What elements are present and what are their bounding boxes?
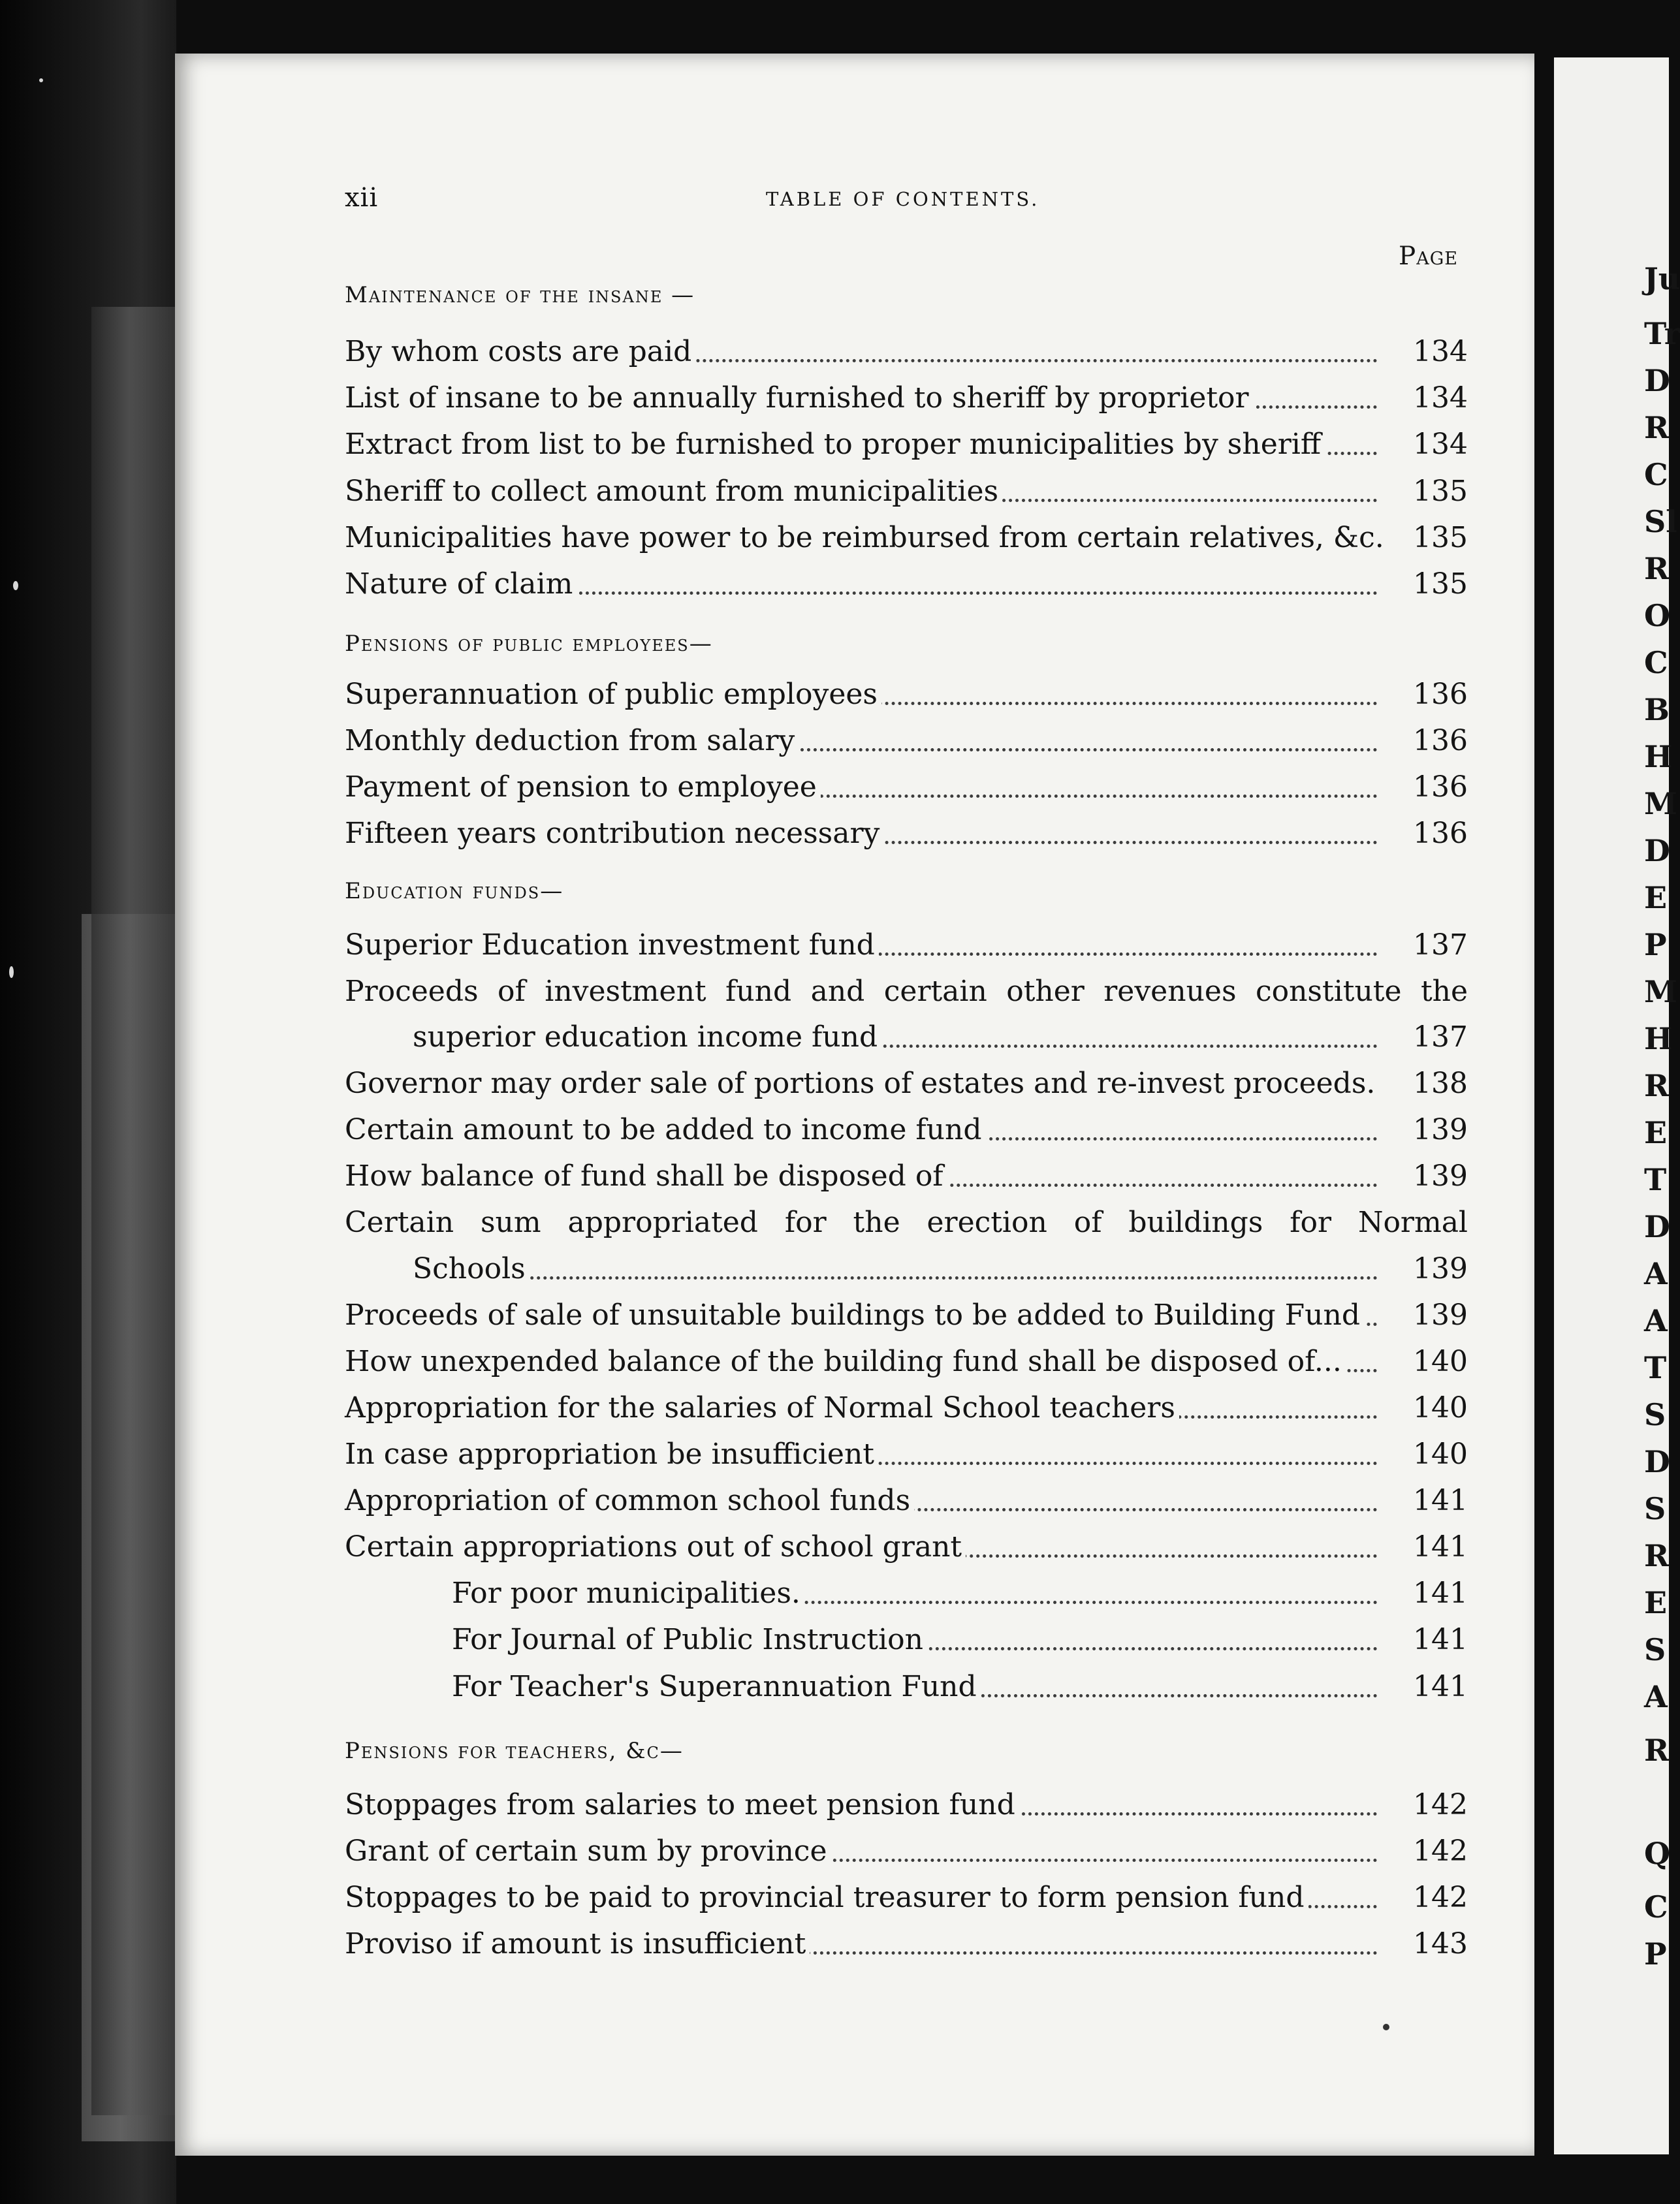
entry-page: 136 [1413,678,1468,711]
facing-line-fragment: Q [1644,1836,1671,1871]
entry-page: 142 [1413,1881,1468,1914]
scan-speck [39,78,43,82]
entry-title: Superior Education investment fund [345,928,879,962]
entry-title: Schools [413,1252,530,1285]
entry-page: 137 [1413,928,1468,962]
section-heading: Education funds— [345,878,564,904]
toc-entry [345,424,1468,465]
entry-title: For Journal of Public Instruction [452,1623,927,1656]
entry-title: Stoppages to be paid to provincial treasurer to form pension fund [345,1881,1308,1914]
toc-entry [345,767,1468,808]
entry-page: 141 [1413,1670,1468,1703]
facing-line-fragment: C [1644,1889,1668,1925]
facing-line-fragment: D [1644,1444,1670,1479]
entry-page: 139 [1413,1299,1468,1332]
toc-entry [345,1785,1468,1825]
toc-entry [345,1831,1468,1872]
entry-page: 141 [1413,1623,1468,1656]
entry-page: 140 [1413,1391,1468,1425]
toc-entry [345,1295,1468,1336]
entry-title: Sheriff to collect amount from municipalities [345,475,1002,508]
toc-entry [345,518,1468,558]
entry-title: List of insane to be annually furnished to sheriff by proprietor [345,381,1253,415]
facing-line-fragment: R [1644,1068,1670,1103]
entry-title: superior education income fund [413,1020,881,1054]
facing-line-fragment: H [1644,739,1673,774]
facing-line-fragment: C [1644,457,1668,492]
entry-title: Grant of certain sum by province [345,1834,831,1868]
entry-page: 136 [1413,817,1468,850]
facing-line-fragment: B [1644,692,1670,727]
facing-line-fragment: H [1644,1021,1673,1056]
entry-title: Superannuation of public employees [345,678,881,711]
entry-page: 141 [1413,1530,1468,1564]
scan-speck [13,581,18,590]
entry-page: 142 [1413,1788,1468,1821]
entry-page: 136 [1413,724,1468,757]
facing-line-fragment: S [1644,1397,1666,1432]
entry-title: Monthly deduction from salary [345,724,799,757]
toc-entry [345,1481,1468,1521]
facing-line-fragment: R [1644,410,1670,445]
toc-entry [345,564,1468,605]
facing-line-fragment: O [1644,598,1671,633]
entry-title: For Teacher's Superannuation Fund [452,1670,981,1703]
entry-title: Fifteen years contribution necessary [345,817,883,850]
section-heading: Maintenance of the insane — [345,282,695,308]
toc-entry [345,1342,1468,1382]
toc-entry-continuation [413,1017,1468,1058]
entry-title: How unexpended balance of the building fund shall be disposed of... [345,1345,1346,1378]
toc-entry-first-line: Proceeds of investment fund and certain other revenues constitute the [345,975,1468,1008]
running-title: TABLE OF CONTENTS. [766,188,1040,210]
entry-title: How balance of fund shall be disposed of [345,1159,947,1193]
toc-entry [345,925,1468,966]
entry-title: Proviso if amount is insufficient [345,1927,810,1960]
toc-entry [345,674,1468,715]
facing-line-fragment: C [1644,645,1668,680]
entry-page: 137 [1413,1020,1468,1054]
page-column-label: Page [1399,242,1459,271]
facing-line-fragment: E [1644,1585,1668,1620]
facing-line-fragment: M [1644,974,1677,1009]
facing-line-fragment: A [1644,1679,1668,1714]
toc-entry [345,471,1468,512]
facing-line-fragment: Tr [1644,316,1680,351]
entry-title: For poor municipalities. [452,1577,804,1610]
entry-title: Stoppages from salaries to meet pension fund [345,1788,1019,1821]
toc-subentry [452,1667,1468,1707]
facing-line-fragment: T [1644,1162,1667,1197]
facing-line-fragment: P [1644,1936,1667,1972]
toc-entry-continuation [413,1249,1468,1289]
entry-page: 134 [1413,428,1468,461]
toc-entry-first-line: Certain sum appropriated for the erection of buildings for Normal [345,1206,1468,1239]
entry-page: 138 [1413,1067,1468,1100]
toc-entry [345,721,1468,761]
facing-line-fragment: R [1644,1538,1670,1573]
entry-page: 140 [1413,1345,1468,1378]
facing-line-fragment: R [1644,1733,1670,1768]
facing-line-fragment: T [1644,1350,1667,1385]
entry-title: By whom costs are paid [345,335,695,368]
facing-line-fragment: R [1644,551,1670,586]
facing-line-fragment: M [1644,786,1677,821]
entry-title: Payment of pension to employee [345,770,821,804]
facing-line-fragment: Ju [1644,261,1680,296]
entry-title: Appropriation for the salaries of Normal School teachers [345,1391,1179,1425]
facing-line-fragment: A [1644,1303,1668,1338]
binding-gutter [91,307,176,2115]
folio-number: xii [345,183,379,213]
toc-entry [345,1434,1468,1475]
running-head [345,183,1474,215]
toc-entry [345,1110,1468,1150]
entry-page: 139 [1413,1159,1468,1193]
entry-page: 135 [1413,521,1468,554]
ink-speck [1383,2024,1389,2030]
toc-entry [345,1924,1468,1964]
toc-entry [345,1063,1468,1104]
facing-line-fragment: D [1644,833,1670,868]
entry-page: 139 [1413,1113,1468,1146]
entry-title: Proceeds of sale of unsuitable buildings to be added to Building Fund [345,1299,1364,1332]
section-heading: Pensions for teachers, &c— [345,1738,684,1764]
entry-title: In case appropriation be insufficient [345,1438,878,1471]
facing-line-fragment: P [1644,927,1667,962]
entry-page: 139 [1413,1252,1468,1285]
entry-title: Certain amount to be added to income fund [345,1113,986,1146]
toc-entry [345,1156,1468,1197]
scan-speck [9,966,14,978]
toc-entry [345,813,1468,854]
entry-page: 134 [1413,335,1468,368]
toc-entry [345,1388,1468,1428]
entry-page: 140 [1413,1438,1468,1471]
entry-page: 136 [1413,770,1468,804]
toc-subentry [452,1573,1468,1614]
facing-page-edge [1554,57,1680,2154]
section-heading: Pensions of public employees— [345,631,713,657]
entry-title: Governor may order sale of portions of estates and re-invest proceeds. [345,1067,1379,1100]
facing-line-fragment: E [1644,880,1668,915]
entry-page: 143 [1413,1927,1468,1960]
entry-title: Extract from list to be furnished to proper municipalities by sheriff [345,428,1325,461]
facing-line-fragment: S [1644,1632,1666,1667]
entry-page: 141 [1413,1577,1468,1610]
entry-title: Municipalities have power to be reimbursed from certain relatives, &c. [345,521,1388,554]
entry-title: Appropriation of common school funds [345,1484,914,1517]
toc-entry [345,378,1468,418]
toc-subentry [452,1620,1468,1660]
toc-entry [345,332,1468,372]
toc-entry [345,1878,1468,1918]
entry-title: Certain appropriations out of school grant [345,1530,966,1564]
entry-page: 135 [1413,475,1468,508]
facing-line-fragment: E [1644,1115,1668,1150]
facing-line-fragment: Sl [1644,504,1677,539]
entry-page: 142 [1413,1834,1468,1868]
facing-line-fragment: A [1644,1256,1668,1291]
entry-title: Nature of claim [345,567,577,601]
entry-page: 141 [1413,1484,1468,1517]
entry-page: 135 [1413,567,1468,601]
toc-entry [345,1527,1468,1567]
facing-line-fragment: S [1644,1491,1666,1526]
facing-line-fragment: D [1644,363,1670,398]
entry-page: 134 [1413,381,1468,415]
facing-line-fragment: D [1644,1209,1670,1244]
